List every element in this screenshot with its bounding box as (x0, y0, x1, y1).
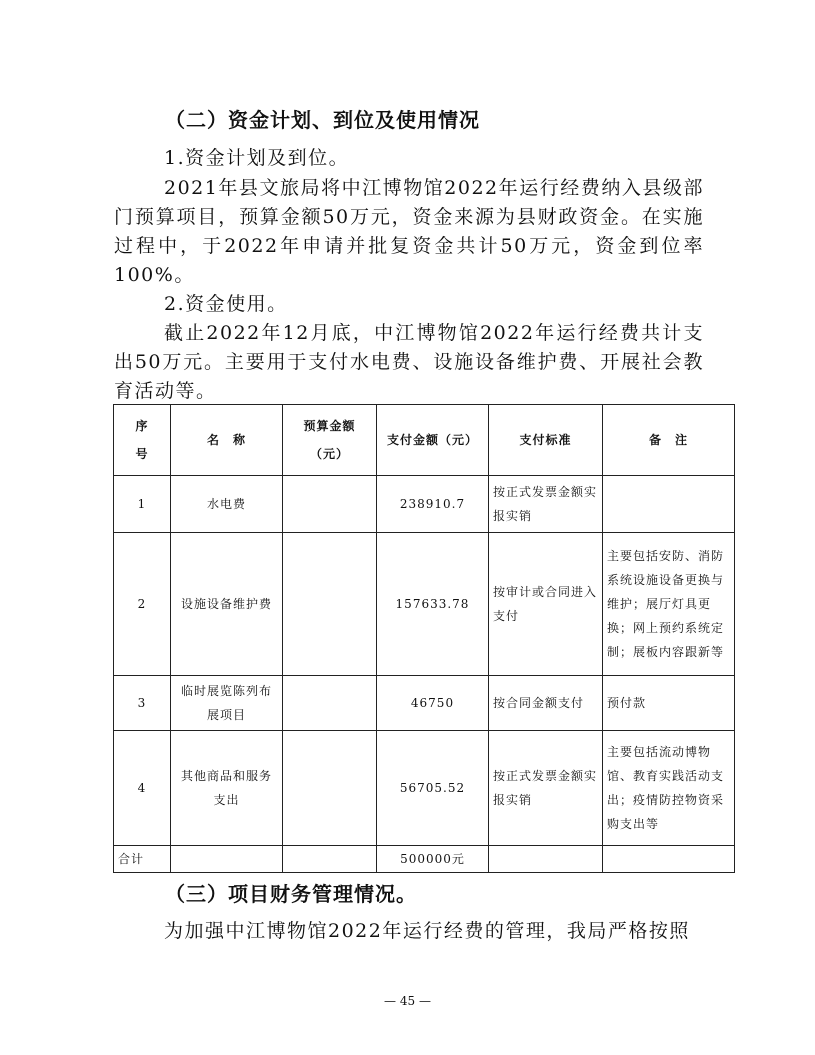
paragraph-management: 为加强中江博物馆2022年运行经费的管理，我局严格按照 (164, 920, 690, 942)
cell-paid: 157633.78 (377, 533, 489, 676)
table-row (114, 476, 735, 533)
header-remark: 备 注 (603, 405, 735, 476)
expenditure-table (113, 404, 735, 873)
cell-no: 2 (114, 533, 171, 676)
cell-standard: 按合同金额支付 (489, 676, 603, 731)
cell-empty (603, 846, 735, 873)
cell-budget (283, 476, 377, 533)
header-paid-amount: 支付金额（元） (377, 405, 489, 476)
cell-no: 3 (114, 676, 171, 731)
cell-no: 1 (114, 476, 171, 533)
page-number: — 45 — (384, 994, 431, 1008)
cell-name: 设施设备维护费 (171, 533, 283, 676)
cell-name: 水电费 (171, 476, 283, 533)
cell-name: 其他商品和服务支出 (171, 731, 283, 846)
cell-empty (171, 846, 283, 873)
cell-paid: 238910.7 (377, 476, 489, 533)
cell-remark: 主要包括安防、消防系统设施设备更换与维护；展厅灯具更换；网上预约系统定制；展板内容跟新等 (603, 533, 735, 676)
cell-empty (283, 846, 377, 873)
table-header-row (114, 405, 735, 476)
cell-budget (283, 731, 377, 846)
header-budget: 预算金额 （元） (283, 405, 377, 476)
cell-name: 临时展览陈列布展项目 (171, 676, 283, 731)
cell-budget (283, 676, 377, 731)
section-heading-management: （三）项目财务管理情况。 (165, 882, 417, 906)
section-heading-funds: （二）资金计划、到位及使用情况 (165, 108, 480, 132)
cell-paid: 56705.52 (377, 731, 489, 846)
paragraph-fund-plan: 2021年县文旅局将中江博物馆2022年运行经费纳入县级部门预算项目，预算金额50万元，资金来源为县财政资金。在实施过程中，于2022年申请并批复资金共计50万元，资金到位率100%。 (114, 177, 704, 286)
cell-no: 4 (114, 731, 171, 846)
table-row (114, 533, 735, 676)
subheading-fund-use: 2.资金使用。 (164, 293, 288, 315)
cell-empty (489, 846, 603, 873)
cell-total-paid: 500000元 (377, 846, 489, 873)
cell-remark (603, 476, 735, 533)
cell-paid: 46750 (377, 676, 489, 731)
paragraph-fund-use: 截止2022年12月底，中江博物馆2022年运行经费共计支出50万元。主要用于支付水电费、设施设备维护费、开展社会教育活动等。 (114, 322, 704, 402)
cell-total-label: 合计 (114, 846, 171, 873)
cell-remark: 主要包括流动博物馆、教育实践活动支出；疫情防控物资采购支出等 (603, 731, 735, 846)
table-row (114, 731, 735, 846)
cell-budget (283, 533, 377, 676)
cell-remark: 预付款 (603, 676, 735, 731)
header-serial-number: 序 号 (114, 405, 171, 476)
header-payment-standard: 支付标准 (489, 405, 603, 476)
cell-standard: 按正式发票金额实报实销 (489, 476, 603, 533)
table-row (114, 676, 735, 731)
subheading-fund-plan: 1.资金计划及到位。 (164, 147, 350, 169)
cell-standard: 按审计或合同进入支付 (489, 533, 603, 676)
cell-standard: 按正式发票金额实报实销 (489, 731, 603, 846)
header-name: 名 称 (171, 405, 283, 476)
table-total-row (114, 846, 735, 873)
